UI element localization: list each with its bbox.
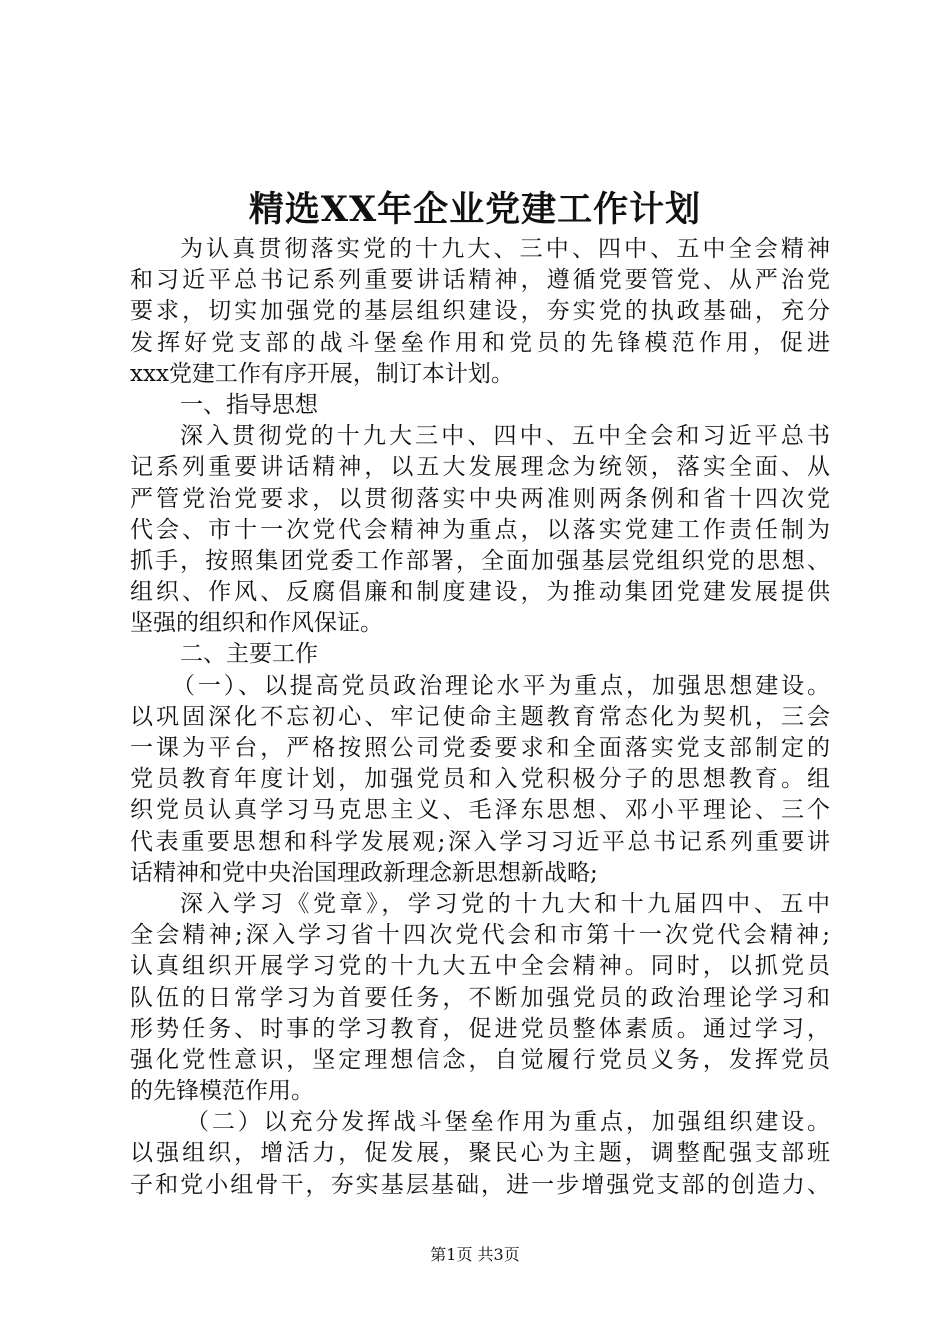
text-line: 织党员认真学习马克思主义、毛泽东思想、邓小平理论、三个 <box>130 797 830 824</box>
text-line: 代表重要思想和科学发展观;深入学习习近平总书记系列重要讲 <box>130 828 830 855</box>
text-line: 全会精神;深入学习省十四次党代会和市第十一次党代会精神; <box>130 922 830 949</box>
text-line: xxx党建工作有序开展，制订本计划。 <box>130 360 514 387</box>
text-line: 深入贯彻党的十九大三中、四中、五中全会和习近平总书 <box>180 423 830 450</box>
text-line: 发挥好党支部的战斗堡垒作用和党员的先锋模范作用，促进 <box>130 329 830 356</box>
text-line: 队伍的日常学习为首要任务，不断加强党员的政治理论学习和 <box>130 984 830 1011</box>
text-line: 抓手，按照集团党委工作部署，全面加强基层党组织党的思想、 <box>130 547 830 574</box>
text-line: 的先锋模范作用。 <box>130 1078 314 1105</box>
text-line: 党员教育年度计划，加强党员和入党积极分子的思想教育。组 <box>130 766 830 793</box>
text-line: 一、指导思想 <box>180 391 318 418</box>
text-line: （二）以充分发挥战斗堡垒作用为重点，加强组织建设。 <box>186 1109 830 1136</box>
text-line: 和习近平总书记系列重要讲话精神，遵循党要管党、从严治党 <box>130 267 830 294</box>
text-line: 子和党小组骨干，夯实基层基础，进一步增强党支部的创造力、 <box>130 1171 830 1198</box>
page-footer: 第1页 共3页 <box>430 1245 520 1264</box>
text-line: 代会、市十一次党代会精神为重点，以落实党建工作责任制为 <box>130 516 830 543</box>
text-line: 为认真贯彻落实党的十九大、三中、四中、五中全会精神 <box>180 236 830 262</box>
text-line: （一）、以提高党员政治理论水平为重点，加强思想建设。 <box>172 672 830 699</box>
text-line: 坚强的组织和作风保证。 <box>130 610 383 637</box>
text-line: 二、主要工作 <box>180 641 318 668</box>
text-line: 组织、作风、反腐倡廉和制度建设，为推动集团党建发展提供 <box>130 579 830 606</box>
text-line: 话精神和党中央治国理政新理念新思想新战略; <box>130 859 598 886</box>
text-line: 严管党治党要求，以贯彻落实中央两准则两条例和省十四次党 <box>130 485 830 512</box>
text-line: 一课为平台，严格按照公司党委要求和全面落实党支部制定的 <box>130 735 830 761</box>
text-line: 以巩固深化不忘初心、牢记使命主题教育常态化为契机，三会 <box>130 703 830 730</box>
text-line: 记系列重要讲话精神，以五大发展理念为统领，落实全面、从 <box>130 454 830 481</box>
text-line: 形势任务、时事的学习教育，促进党员整体素质。通过学习， <box>130 1015 830 1042</box>
document-body <box>130 234 830 1201</box>
text-line: 要求，切实加强党的基层组织建设，夯实党的执政基础，充分 <box>130 298 830 325</box>
text-line: 深入学习《党章》，学习党的十九大和十九届四中、五中 <box>180 890 830 917</box>
text-line: 以强组织，增活力，促发展，聚民心为主题，调整配强支部班 <box>130 1140 830 1167</box>
text-line: 认真组织开展学习党的十九大五中全会精神。同时，以抓党员 <box>130 953 830 980</box>
text-line: 强化党性意识，坚定理想信念，自觉履行党员义务，发挥党员 <box>130 1046 830 1073</box>
document-title: 精选XX年企业党建工作计划 <box>248 189 702 230</box>
